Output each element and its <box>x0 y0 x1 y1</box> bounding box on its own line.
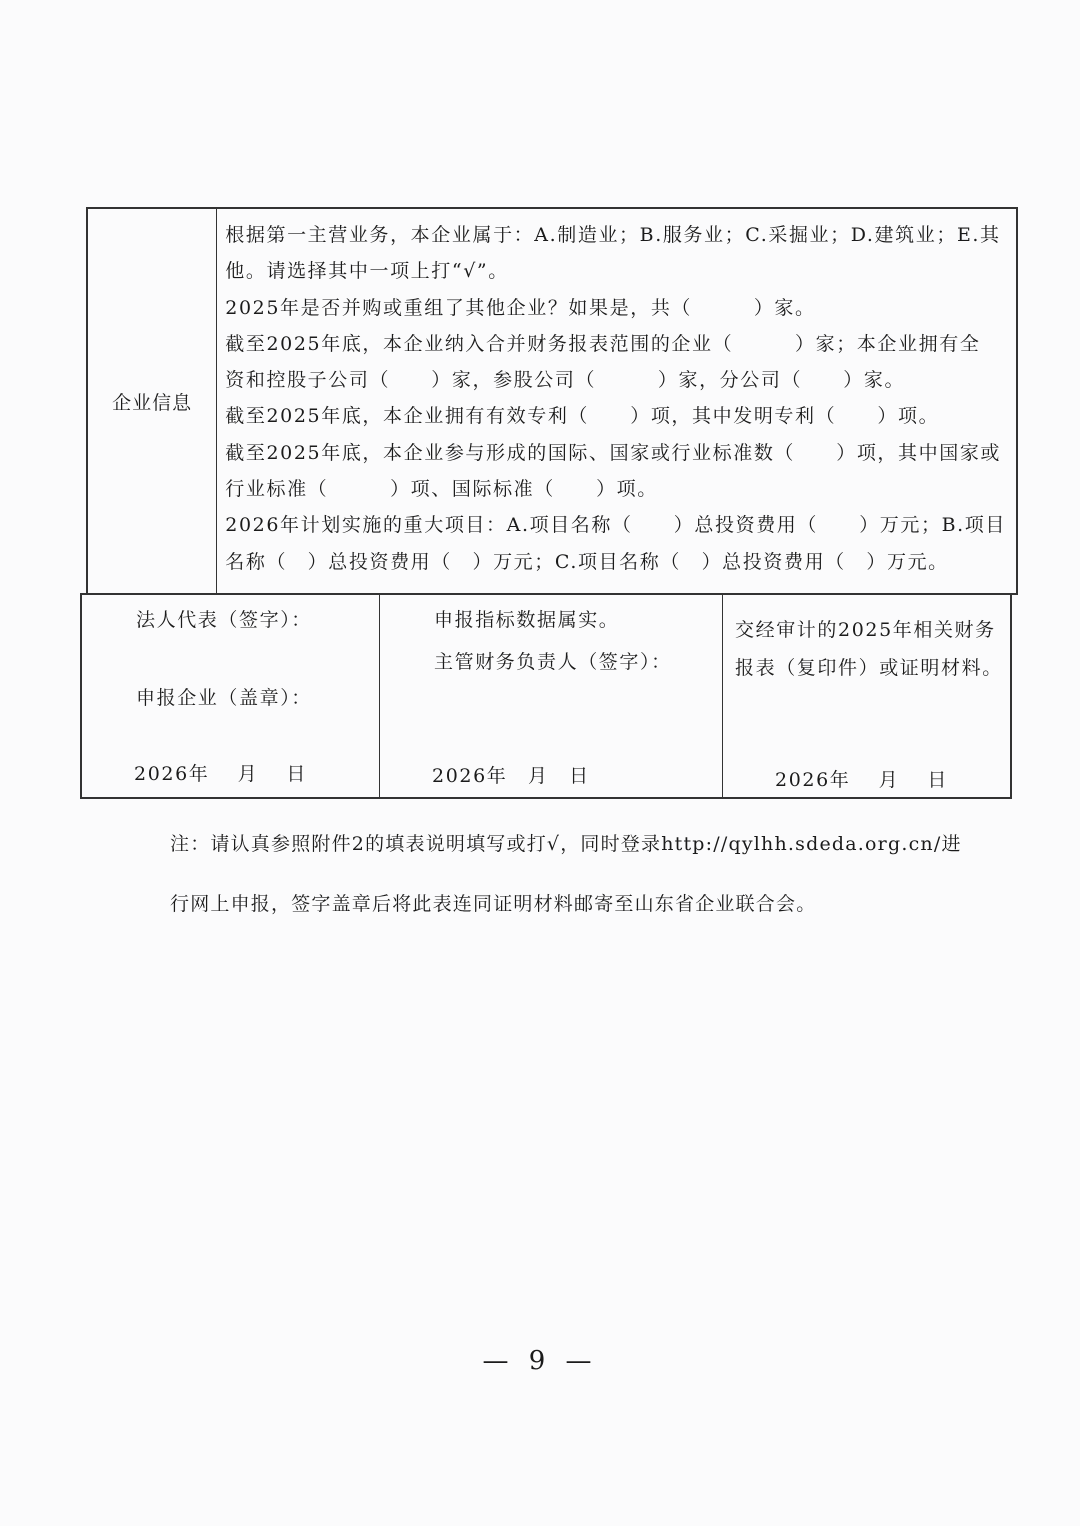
enterprise-info-content <box>217 209 1016 593</box>
signature-date: 2026年 月 日 <box>775 769 949 791</box>
info-line: 他。请选择其中一项上打“√”。 <box>225 260 509 283</box>
legal-representative-signature-label: 法人代表（签字）： <box>136 609 312 631</box>
info-line: 截至2025年底，本企业纳入合并财务报表范围的企业（ ）家；本企业拥有全 <box>225 332 981 355</box>
info-line: 根据第一主营业务，本企业属于：A.制造业；B.服务业；C.采掘业；D.建筑业；E.其 <box>225 224 1001 246</box>
legal-representative-cell <box>82 595 379 797</box>
info-line: 行业标准（ ）项、国际标准（ ）项。 <box>225 478 658 501</box>
info-line: 截至2025年底，本企业参与形成的国际、国家或行业标准数（ ）项，其中国家或 <box>225 441 1002 464</box>
audited-report-cell <box>722 595 1010 797</box>
page-number: — 9 — <box>482 1346 598 1376</box>
info-line: 截至2025年底，本企业拥有有效专利（ ）项，其中发明专利（ ）项。 <box>225 405 940 428</box>
finance-head-signature-label: 主管财务负责人（签字）： <box>434 651 672 673</box>
note-line: 注：请认真参照附件2的填表说明填写或打√，同时登录http://qylhh.sdeda.org.cn/进 <box>170 833 962 855</box>
info-line: 2026年计划实施的重大项目：A.项目名称（ ）总投资费用（ ）万元；B.项目 <box>225 514 1006 537</box>
signature-date: 2026年 月 日 <box>134 763 308 785</box>
enterprise-seal-label: 申报企业（盖章）： <box>136 687 312 709</box>
note-line: 行网上申报，签字盖章后将此表连同证明材料邮寄至山东省企业联合会。 <box>170 893 817 915</box>
enterprise-info-label: 企业信息 <box>88 209 217 593</box>
data-truth-statement: 申报指标数据属实。 <box>434 609 620 631</box>
signature-date: 2026年 月 日 <box>432 765 590 787</box>
info-line: 2025年是否并购或重组了其他企业？如果是，共（ ）家。 <box>225 296 816 319</box>
info-line: 名称（ ）总投资费用（ ）万元；C.项目名称（ ）总投资费用（ ）万元。 <box>225 550 949 573</box>
finance-head-cell <box>379 595 722 797</box>
signature-table <box>80 593 1012 799</box>
audited-report-line: 报表（复印件）或证明材料。 <box>735 657 1003 679</box>
note-section <box>170 814 962 934</box>
audited-report-line: 交经审计的2025年相关财务 <box>735 619 996 641</box>
info-line: 资和控股子公司（ ）家，参股公司（ ）家，分公司（ ）家。 <box>225 369 906 392</box>
enterprise-info-table <box>86 207 1018 595</box>
